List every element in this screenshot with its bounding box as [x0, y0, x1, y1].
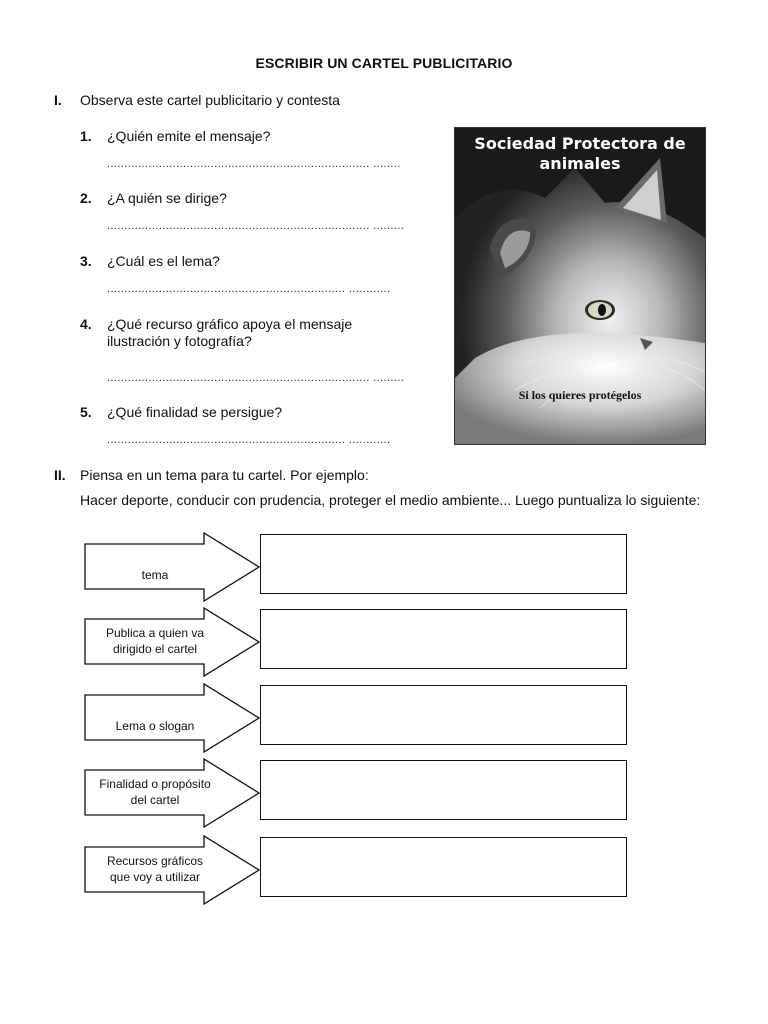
question-1-number: 1.	[80, 128, 92, 144]
question-5-answer-line[interactable]: ..................................................................... ............	[107, 434, 391, 446]
row-5-answer-box[interactable]	[260, 837, 627, 897]
row-2-answer-box[interactable]	[260, 609, 627, 669]
row-1-label-line-1: tema	[141, 568, 169, 582]
row-5-label-line-2: que voy a utilizar	[109, 870, 201, 884]
section-2-number: II.	[54, 467, 66, 483]
row-3-label-line-1: Lema o slogan	[115, 719, 195, 733]
row-5-label	[84, 853, 226, 885]
section-1-number: I.	[54, 92, 62, 108]
question-4-answer-line[interactable]: ............................................................................ .........	[107, 372, 405, 384]
row-1-label	[84, 567, 226, 583]
row-3-label	[84, 718, 226, 734]
row-4-label	[84, 776, 226, 808]
poster-title: Sociedad Protectora de animales	[474, 134, 686, 173]
question-5-number: 5.	[80, 404, 92, 420]
question-4-text: ¿Qué recurso gráfico apoya el mensaje ilustración y fotografía?	[107, 316, 353, 349]
question-3-answer-line[interactable]: ..................................................................... ............	[107, 283, 391, 295]
row-3-answer-box[interactable]	[260, 685, 627, 745]
question-1-answer-line[interactable]: ............................................................................ ........	[107, 158, 401, 170]
row-4-label-line-2: del cartel	[130, 793, 180, 807]
question-2-text: ¿A quién se dirige?	[107, 190, 227, 206]
question-2-answer-line[interactable]: ............................................................................ .........	[107, 220, 405, 232]
row-2-label-line-1: Publica a quien va	[105, 626, 205, 640]
advertising-poster	[454, 127, 706, 445]
row-2-label	[84, 625, 226, 657]
poster-slogan: Si los quieres protégelos	[518, 388, 642, 402]
section-1-instruction: Observa este cartel publicitario y contesta	[80, 92, 340, 108]
section-2-paragraph: Hacer deporte, conducir con prudencia, proteger el medio ambiente... Luego puntualiza lo siguiente:	[80, 492, 701, 508]
question-1-text: ¿Quién emite el mensaje?	[107, 128, 271, 144]
page-title: ESCRIBIR UN CARTEL PUBLICITARIO	[255, 55, 513, 71]
row-2-label-line-2: dirigido el cartel	[112, 642, 198, 656]
row-1-answer-box[interactable]	[260, 534, 627, 594]
question-4-number: 4.	[80, 316, 92, 332]
row-5-label-line-1: Recursos gráficos	[106, 854, 204, 868]
question-5-text: ¿Qué finalidad se persigue?	[107, 404, 283, 420]
section-2-instruction: Piensa en un tema para tu cartel. Por ejemplo:	[80, 467, 369, 483]
question-3-number: 3.	[80, 253, 92, 269]
question-2-number: 2.	[80, 190, 92, 206]
question-3-text: ¿Cuál es el lema?	[107, 253, 220, 269]
row-4-label-line-1: Finalidad o propósito	[99, 777, 211, 791]
row-4-answer-box[interactable]	[260, 760, 627, 820]
